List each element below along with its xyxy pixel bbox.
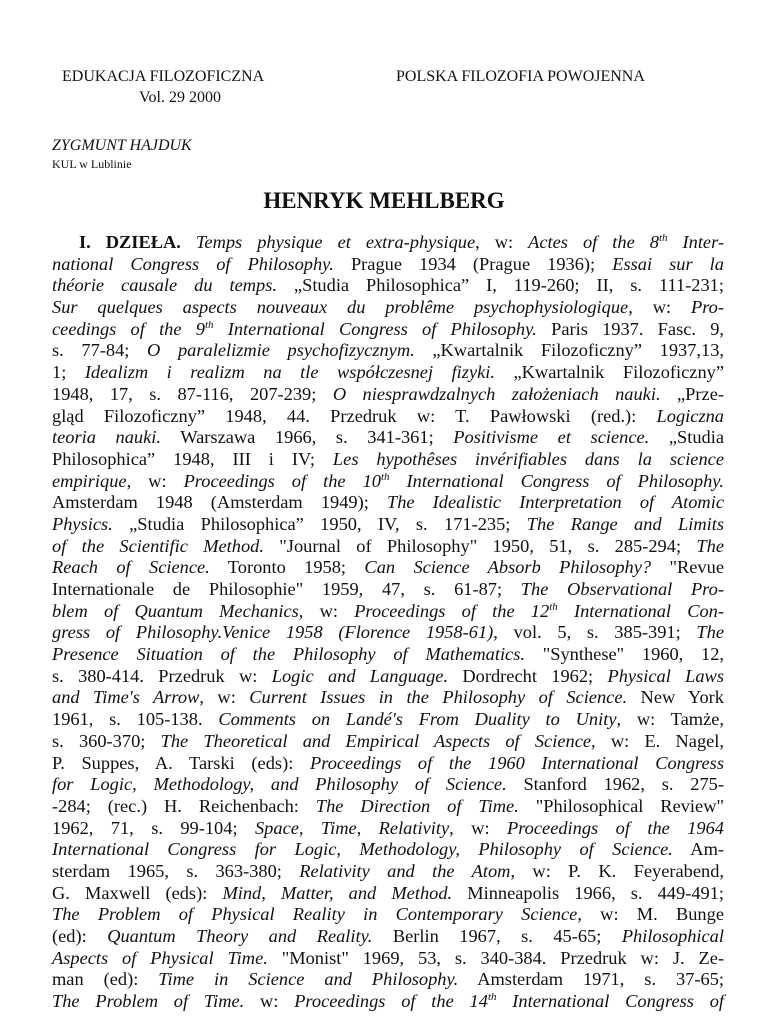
text-segment: „Studia xyxy=(649,427,725,448)
text-segment: O paralelizmie psychofizycznym. xyxy=(147,340,415,361)
text-line xyxy=(52,622,724,644)
author-affiliation: KUL w Lublinie xyxy=(52,157,132,171)
journal-volume: Vol. 29 2000 xyxy=(139,89,221,106)
text-segment: teoria nauki. xyxy=(52,427,161,448)
text-segment: gląd Filozoficzny” 1948, 44. Przedruk w: T. Pawłowski (red.): xyxy=(52,405,657,426)
text-segment: Internationale de Philosophie" 1959, 47, s. 61-87; xyxy=(52,579,521,599)
text-line xyxy=(52,492,724,514)
text-line xyxy=(52,926,724,948)
text-line xyxy=(52,254,724,276)
text-segment: International Congress for Logic, Methodology, Philosophy of Science. xyxy=(52,839,673,860)
text-segment: Proceedings of the 10 xyxy=(183,470,381,491)
text-segment: blem of Quantum Mechanics xyxy=(52,600,299,621)
text-segment: Temps physique et extra-physique xyxy=(195,232,476,252)
text-line xyxy=(52,340,724,362)
text-segment: The Direction of Time. xyxy=(315,795,519,816)
text-segment: The xyxy=(696,622,725,643)
text-line xyxy=(52,709,724,731)
text-segment: Dordrecht 1962; xyxy=(448,665,608,686)
text-segment: International Congress of xyxy=(496,991,725,1012)
text-segment: Positivisme et science. xyxy=(453,427,650,448)
text-segment: 1961, s. 105-138. xyxy=(52,709,219,730)
text-segment: 1948, 17, s. 87-116, 207-239; xyxy=(52,383,333,404)
text-segment: „Prze- xyxy=(660,383,724,404)
text-segment: Idealizm i realizm na tle współczesnej fizyki. xyxy=(84,362,495,383)
text-line xyxy=(52,471,724,493)
text-segment: Paris 1937. Fasc. 9, xyxy=(536,318,724,339)
journal-name: EDUKACJA FILOZOFICZNA xyxy=(62,68,265,85)
text-segment: P. Suppes, A. Tarski (eds): xyxy=(52,752,310,773)
text-segment: "Synthese" 1960, 12, xyxy=(524,644,724,665)
text-segment: International Congress of Philosophy. xyxy=(213,318,537,339)
superscript: th xyxy=(380,470,390,483)
text-segment: Amsterdam 1948 (Amsterdam 1949); xyxy=(52,492,387,513)
text-line xyxy=(52,275,724,297)
text-line xyxy=(52,991,724,1013)
text-segment: théorie causale du temps. xyxy=(52,275,277,296)
text-segment: , w: xyxy=(199,687,250,708)
text-line xyxy=(52,536,724,558)
superscript: th xyxy=(204,318,214,331)
text-segment: „Kwartalnik Filozoficzny” 1937,13, xyxy=(414,340,724,361)
text-segment: The Theoretical and Empirical Aspects of Science xyxy=(160,730,592,751)
text-line xyxy=(52,666,724,688)
text-segment: "Monist" 1969, 53, s. 340-384. Przedruk w: J. Ze- xyxy=(267,947,724,968)
text-segment: , w: xyxy=(298,600,355,621)
text-segment: Berlin 1967, s. 45-65; xyxy=(372,926,622,946)
text-segment: Sur quelques aspects nouveaux du problême psychophysiologique xyxy=(52,297,629,318)
text-segment: of the Scientific Method. xyxy=(52,535,264,556)
text-segment: s. 77-84; xyxy=(52,340,148,361)
text-segment: Proceedings of the 12 xyxy=(354,600,550,621)
text-segment: , vol. 5, s. 385-391; xyxy=(493,622,697,643)
text-segment: (ed): xyxy=(52,926,108,946)
text-line xyxy=(52,731,724,753)
text-line xyxy=(52,601,724,623)
text-segment: Logiczna xyxy=(656,405,724,426)
text-segment: Presence Situation of the Philosophy of Mathematics. xyxy=(52,644,525,665)
text-segment: Essai sur la xyxy=(612,253,724,274)
text-segment: „Studia Philosophica” I, 119-260; II, s. 111-231; xyxy=(276,275,724,296)
text-line xyxy=(52,406,724,428)
text-line xyxy=(52,774,724,796)
superscript: th xyxy=(658,232,668,244)
text-segment: , w: E. Nagel, xyxy=(591,730,725,751)
series-title: POLSKA FILOZOFIA POWOJENNA xyxy=(396,68,645,85)
text-segment: Amsterdam 1971, s. 37-65; xyxy=(458,969,725,990)
text-line xyxy=(52,514,724,536)
text-segment: s. 360-370; xyxy=(52,730,161,751)
text-segment: The Idealistic Interpretation of Atomic xyxy=(386,492,724,513)
text-segment: Time in Science and Philosophy. xyxy=(158,969,459,990)
text-line xyxy=(52,948,724,970)
text-line xyxy=(52,449,724,471)
text-segment: Philosophical xyxy=(621,926,724,946)
text-segment: s. 380-414. Przedruk w: xyxy=(52,665,272,686)
text-line xyxy=(52,861,724,883)
text-segment: Am- xyxy=(672,839,724,860)
text-segment: International Congress of Philosophy. xyxy=(389,470,725,491)
text-segment: Logic and Language. xyxy=(271,665,449,686)
text-segment: sterdam 1965, s. 363-380; xyxy=(52,860,300,881)
text-segment: 1962, 71, s. 99-104; xyxy=(52,817,255,838)
text-segment: Quantum Theory and Reality. xyxy=(107,926,373,946)
author-name: ZYGMUNT HAJDUK xyxy=(52,137,192,154)
text-segment: Proceedings of the 1960 International Congress xyxy=(309,752,724,773)
text-segment: Can Science Absorb Philosophy? xyxy=(364,557,652,578)
text-segment: Current Issues in the Philosophy of Science. xyxy=(249,687,628,708)
text-line xyxy=(52,319,724,341)
text-segment: Stanford 1962, s. 275- xyxy=(506,774,724,795)
text-segment: Pro- xyxy=(690,297,724,318)
text-segment: Comments on Landé's From Duality to Unity xyxy=(218,709,617,730)
text-segment: Toronto 1958; xyxy=(209,557,365,578)
text-segment: Physical Laws xyxy=(607,665,724,686)
text-segment: , w: xyxy=(628,297,691,318)
text-line xyxy=(52,579,724,601)
text-line xyxy=(52,839,724,861)
text-segment: Proceedings of the 14 xyxy=(294,991,488,1012)
text-line xyxy=(52,232,724,254)
text-line xyxy=(52,904,724,926)
article-title: HENRYK MEHLBERG xyxy=(263,188,505,213)
text-segment: "Revue xyxy=(651,557,724,578)
text-segment: , w: Tamże, xyxy=(616,709,724,730)
text-segment: "Philosophical Review" xyxy=(518,795,724,816)
text-segment: Les hypothêses invérifiables dans la science xyxy=(332,448,724,469)
text-line xyxy=(52,297,724,319)
text-segment: man (ed): xyxy=(52,969,159,990)
text-segment: empirique xyxy=(52,470,127,491)
text-segment: Warszawa 1966, s. 341-361; xyxy=(160,427,454,448)
text-segment: International Con- xyxy=(557,600,725,621)
text-segment: , w: M. Bunge xyxy=(577,904,724,925)
text-segment: Prague 1934 (Prague 1936); xyxy=(333,253,613,274)
text-segment: The Problem of Physical Reality in Contemporary Science xyxy=(52,904,578,925)
text-segment: New York xyxy=(627,687,724,708)
text-segment: Proceedings of the 1964 xyxy=(506,817,724,838)
text-line xyxy=(52,969,724,991)
journal-header xyxy=(62,66,264,108)
text-line xyxy=(52,557,724,579)
text-segment: G. Maxwell (eds): xyxy=(52,882,223,903)
text-segment: I. DZIEŁA. xyxy=(79,232,196,252)
text-line xyxy=(52,384,724,406)
text-line xyxy=(52,796,724,818)
text-segment: O niesprawdzalnych założeniach nauki. xyxy=(332,383,661,404)
text-segment: The Problem of Time. xyxy=(52,991,245,1012)
text-segment: The xyxy=(696,535,724,556)
body-text xyxy=(52,232,724,1013)
superscript: th xyxy=(487,991,497,1004)
text-segment: for Logic, Methodology, and Philosophy of Science. xyxy=(52,774,507,795)
text-segment: w: xyxy=(244,991,295,1012)
text-segment: „Kwartalnik Filozoficzny” xyxy=(494,362,724,383)
text-segment: Minneapolis 1966, s. 449-491; xyxy=(452,882,725,903)
text-line xyxy=(52,753,724,775)
text-segment: Reach of Science. xyxy=(52,557,210,578)
text-segment: 1; xyxy=(52,362,85,383)
text-segment: Physics. xyxy=(52,513,113,534)
text-segment: Actes of the 8 xyxy=(528,232,659,252)
text-line xyxy=(52,818,724,840)
text-segment: , w: P. K. Feyerabend, xyxy=(510,860,724,881)
text-segment: -284; (rec.) H. Reichenbach: xyxy=(52,795,316,816)
text-segment: Relativity and the Atom xyxy=(299,860,511,881)
text-segment: , w: xyxy=(475,232,529,252)
text-segment: The Range and Limits xyxy=(526,513,724,534)
text-segment: Mind, Matter, and Method. xyxy=(222,882,453,903)
text-segment: gress of Philosophy.Venice 1958 (Florence 1958-61) xyxy=(52,622,494,643)
text-segment: The Observational Pro- xyxy=(520,579,724,599)
text-segment: Inter- xyxy=(667,232,725,252)
text-segment: Space, Time, Relativity xyxy=(254,817,450,838)
text-segment: Aspects of Physical Time. xyxy=(52,947,268,968)
text-segment: Philosophica” 1948, III i IV; xyxy=(52,448,333,469)
text-segment: and Time's Arrow xyxy=(52,687,200,708)
text-line xyxy=(52,644,724,666)
superscript: th xyxy=(549,600,558,613)
text-segment: , w: xyxy=(449,817,507,838)
text-segment: "Journal of Philosophy" 1950, 51, s. 285-294; xyxy=(263,535,697,556)
text-segment: ceedings of the 9 xyxy=(52,318,205,339)
text-line xyxy=(52,427,724,449)
text-segment: „Studia Philosophica” 1950, IV, s. 171-235; xyxy=(112,513,527,534)
text-segment: national Congress of Philosophy. xyxy=(52,253,334,274)
text-line xyxy=(52,687,724,709)
text-segment: , w: xyxy=(126,470,184,491)
text-line xyxy=(52,362,724,384)
text-line xyxy=(52,883,724,905)
